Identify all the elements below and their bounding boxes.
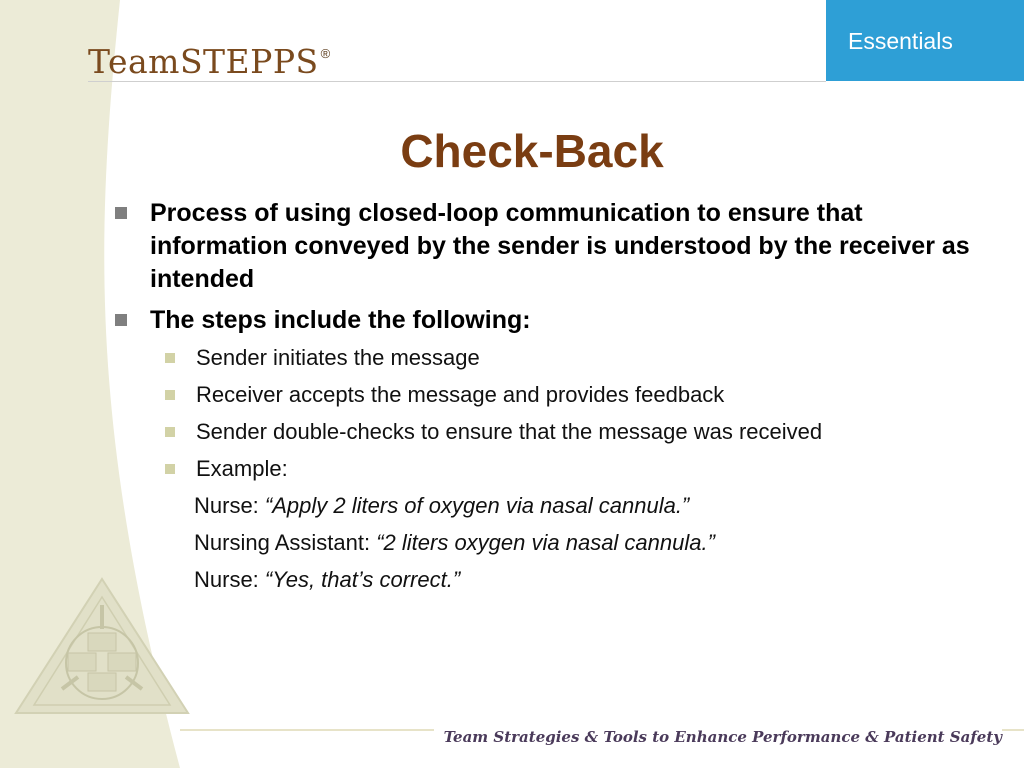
bullet-steps-intro <box>110 304 980 337</box>
example-speaker: Nurse: <box>194 567 259 592</box>
slide-content <box>110 197 980 604</box>
bullet-definition <box>110 197 980 296</box>
step-item <box>110 345 980 371</box>
example-line <box>110 567 980 593</box>
square-bullet-icon <box>165 427 175 437</box>
square-bullet-icon <box>115 207 127 219</box>
example-quote: “2 liters oxygen via nasal cannula.” <box>376 530 715 555</box>
registered-mark: ® <box>320 46 331 61</box>
example-line <box>110 530 980 556</box>
example-quote: “Yes, that’s correct.” <box>264 567 461 592</box>
step-text: Sender initiates the message <box>196 345 480 370</box>
slide-title: Check-Back <box>400 125 664 177</box>
example-line <box>110 493 980 519</box>
bullet-text: Process of using closed-loop communication to ensure that information conveyed by the sender is understood by the receiver as intended <box>150 199 970 293</box>
step-item <box>110 456 980 482</box>
footer-tagline: Team Strategies & Tools to Enhance Performance & Patient Safety <box>434 728 1002 746</box>
step-text: Sender double-checks to ensure that the message was received <box>196 419 823 444</box>
step-item <box>110 382 980 408</box>
step-text: Receiver accepts the message and provides feedback <box>196 382 725 407</box>
example-speaker: Nurse: <box>194 493 259 518</box>
square-bullet-icon <box>165 353 175 363</box>
square-bullet-icon <box>165 390 175 400</box>
teamstepps-triangle-emblem-icon <box>12 577 192 717</box>
step-item <box>110 419 980 445</box>
essentials-tab: Essentials <box>826 0 1024 81</box>
step-text: Example: <box>196 456 288 481</box>
square-bullet-icon <box>165 464 175 474</box>
logo-text: TeamSTEPPS <box>88 42 319 81</box>
header-rule <box>88 81 826 82</box>
example-speaker: Nursing Assistant: <box>194 530 371 555</box>
square-bullet-icon <box>115 314 127 326</box>
bullet-text: The steps include the following: <box>150 306 531 334</box>
example-quote: “Apply 2 liters of oxygen via nasal cannula.” <box>264 493 690 518</box>
teamstepps-logo <box>88 42 331 81</box>
